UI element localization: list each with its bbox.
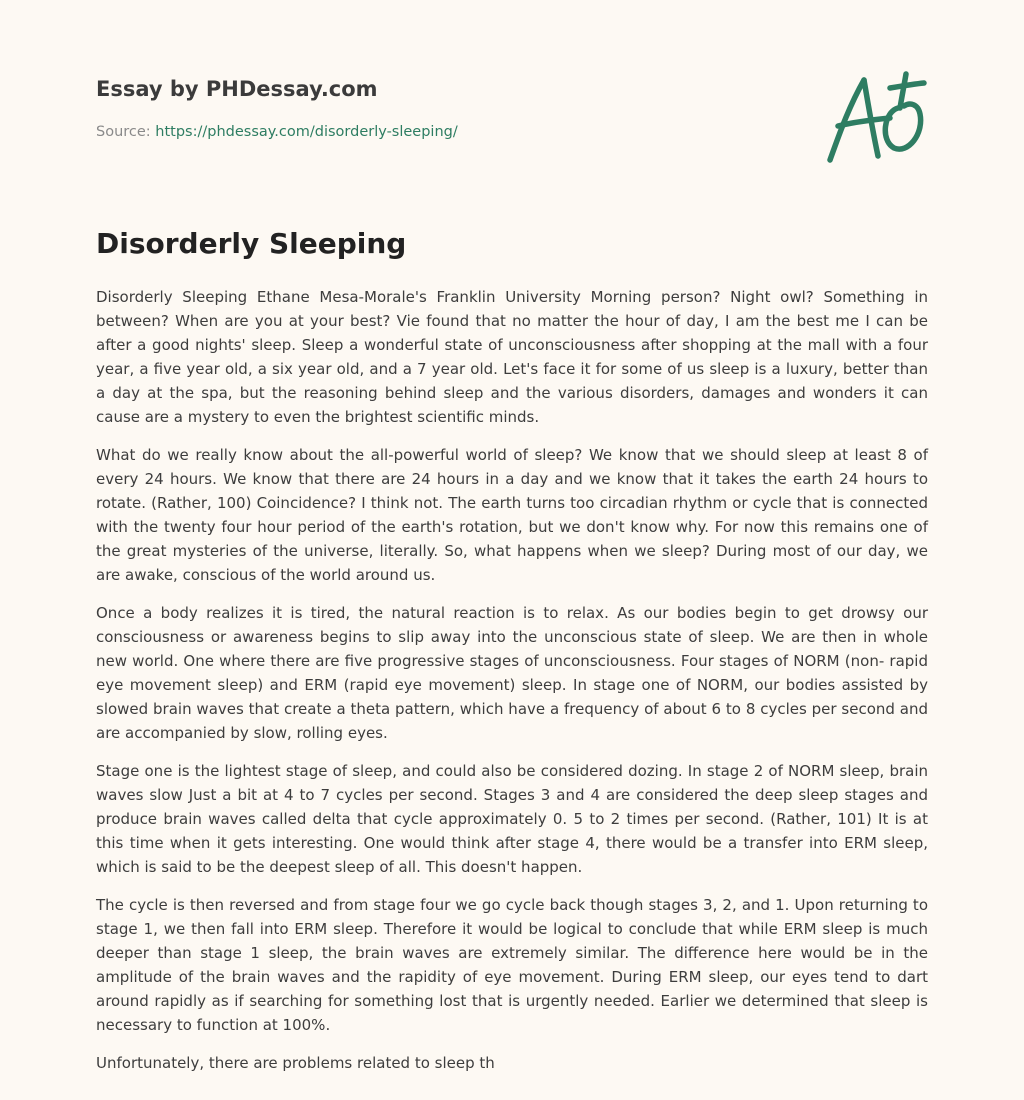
essay-paragraph: Unfortunately, there are problems related to sleep th <box>96 1054 495 1072</box>
source-link[interactable]: https://phdessay.com/disorderly-sleeping/ <box>155 124 458 140</box>
source-line <box>96 122 928 142</box>
essay-paragraph: Once a body realizes it is tired, the natural reaction is to relax. As our bodies begin to get drowsy our consciousness or awareness begins to slip away into the unconscious state of sleep. We are then in whole new world. One where there are five progressive stages of unconsciousness. Four stages of NORM (non- rapid eye movement sleep) and ERM (rapid eye movement) sleep. In stage one of NORM, our bodies assisted by slowed brain waves that create a theta pattern, which have a frequency of about 6 to 8 cycles per second and are accompanied by slow, rolling eyes. <box>96 604 928 742</box>
a-plus-logo-icon <box>820 68 930 168</box>
brand-title: Essay by PHDessay.com <box>96 77 378 101</box>
essay-paragraph: Disorderly Sleeping Ethane Mesa-Morale's Franklin University Morning person? Night owl? Something in between? When are you at your best? Vie found that no matter the hour of day, I am the best me I can be after a good nights' sleep. Sleep a wonderful state of unconsciousness after shopping at the mall with a four year, a five year old, a six year old, and a 7 year old. Let's face it for some of us sleep is a luxury, better than a day at the spa, but the reasoning behind sleep and the various disorders, damages and wonders it can cause are a mystery to even the brightest scientific minds. <box>96 288 928 426</box>
source-label: Source: <box>96 124 156 140</box>
essay-paragraph: What do we really know about the all-powerful world of sleep? We know that we should sleep at least 8 of every 24 hours. We know that there are 24 hours in a day and we know that it takes the earth 24 hours to rotate. (Rather, 100) Coincidence? I think not. The earth turns too circadian rhythm or cycle that is connected with the twenty four hour period of the earth's rotation, but we don't know why. For now this remains one of the great mysteries of the universe, literally. So, what happens when we sleep? During most of our day, we are awake, conscious of the world around us. <box>96 446 928 584</box>
essay-title: Disorderly Sleeping <box>96 227 407 260</box>
essay-body <box>96 285 928 1089</box>
essay-paragraph: The cycle is then reversed and from stage four we go cycle back though stages 3, 2, and 1. Upon returning to stage 1, we then fall into ERM sleep. Therefore it would be logical to conclude that while ERM sleep is much deeper than stage 1 sleep, the brain waves are extremely similar. The difference here would be in the amplitude of the brain waves and the rapidity of eye movement. During ERM sleep, our eyes tend to dart around rapidly as if searching for something lost that is urgently needed. Earlier we determined that sleep is necessary to function at 100%. <box>96 896 928 1034</box>
essay-paragraph: Stage one is the lightest stage of sleep, and could also be considered dozing. In stage 2 of NORM sleep, brain waves slow Just a bit at 4 to 7 cycles per second. Stages 3 and 4 are considered the deep sleep stages and produce brain waves called delta that cycle approximately 0. 5 to 2 times per second. (Rather, 101) It is at this time when it gets interesting. One would think after stage 4, there would be a transfer into ERM sleep, which is said to be the deepest sleep of all. This doesn't happen. <box>96 762 928 876</box>
page-header <box>96 74 928 142</box>
